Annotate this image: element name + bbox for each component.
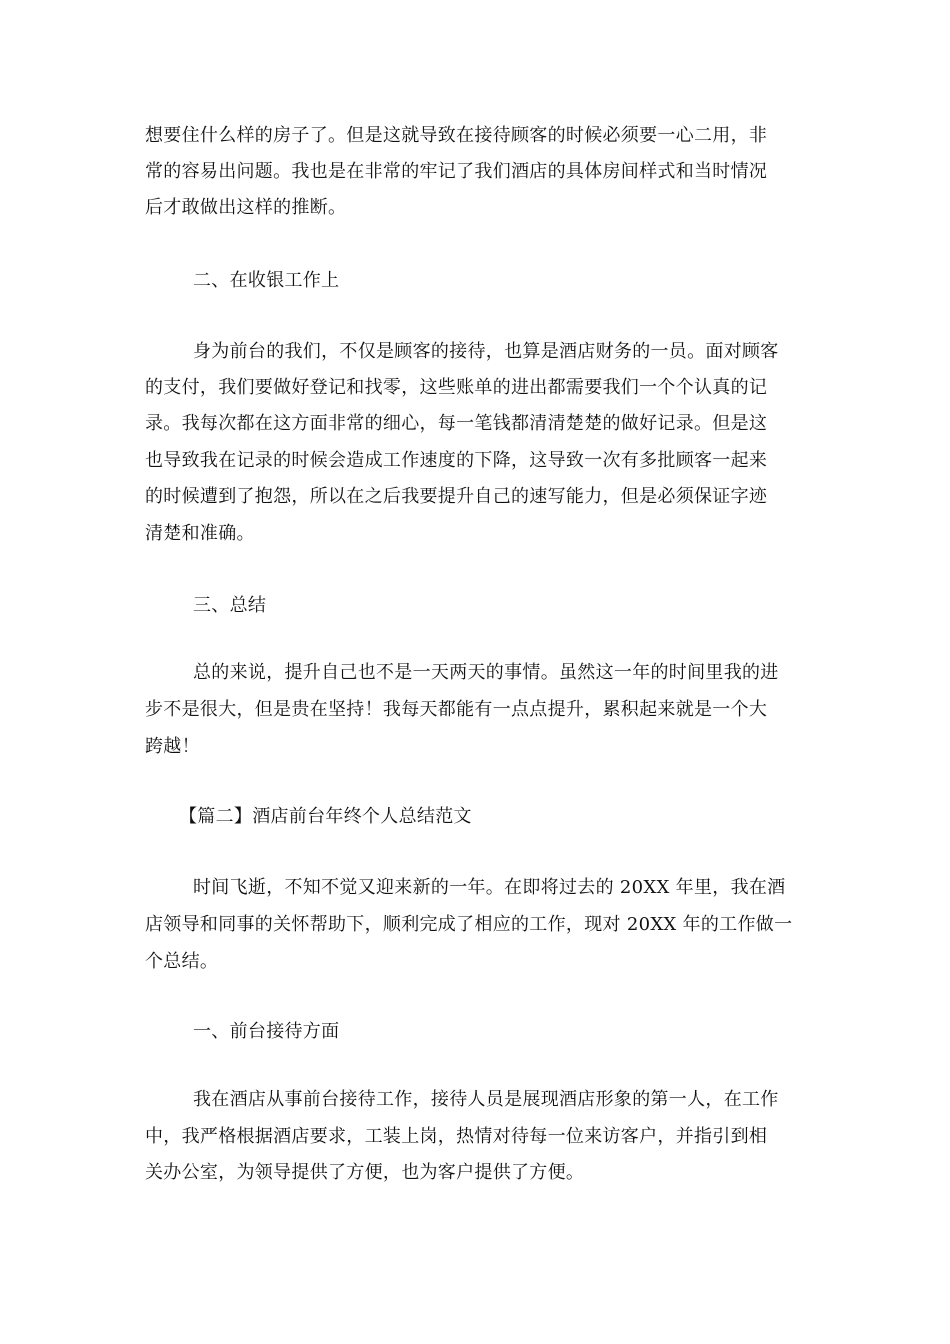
paragraph-line: 清楚和准确。 bbox=[145, 523, 255, 544]
paragraph-line: 常的容易出问题。我也是在非常的牢记了我们酒店的具体房间样式和当时情况 bbox=[145, 161, 768, 182]
paragraph-line: 的时候遭到了抱怨，所以在之后我要提升自己的速写能力，但是必须保证字迹 bbox=[145, 486, 768, 507]
section-heading: 二、在收银工作上 bbox=[193, 270, 340, 291]
paragraph-line: 总的来说，提升自己也不是一天两天的事情。虽然这一年的时间里我的进 bbox=[193, 662, 779, 683]
paragraph-line: 关办公室，为领导提供了方便，也为客户提供了方便。 bbox=[145, 1162, 585, 1183]
section-heading: 一、前台接待方面 bbox=[193, 1021, 340, 1042]
paragraph-line: 的支付，我们要做好登记和找零，这些账单的进出都需要我们一个个认真的记 bbox=[145, 377, 768, 398]
article-title: 【篇二】酒店前台年终个人总结范文 bbox=[179, 806, 472, 827]
paragraph-line: 中，我严格根据酒店要求，工装上岗，热情对待每一位来访客户，并指引到相 bbox=[145, 1126, 768, 1147]
paragraph-line: 我在酒店从事前台接待工作，接待人员是展现酒店形象的第一人，在工作 bbox=[193, 1089, 779, 1110]
paragraph-line: 后才敢做出这样的推断。 bbox=[145, 197, 347, 218]
paragraph-line: 跨越！ bbox=[145, 736, 200, 757]
paragraph-line: 也导致我在记录的时候会造成工作速度的下降，这导致一次有多批顾客一起来 bbox=[145, 450, 768, 471]
paragraph-line: 想要住什么样的房子了。但是这就导致在接待顾客的时候必须要一心二用，非 bbox=[145, 125, 768, 146]
paragraph-line: 录。我每次都在这方面非常的细心，每一笔钱都清清楚楚的做好记录。但是这 bbox=[145, 413, 768, 434]
paragraph-line: 身为前台的我们，不仅是顾客的接待，也算是酒店财务的一员。面对顾客 bbox=[193, 341, 779, 362]
paragraph-line: 店领导和同事的关怀帮助下，顺利完成了相应的工作，现对 20XX 年的工作做一 bbox=[145, 914, 793, 935]
paragraph-line: 个总结。 bbox=[145, 951, 219, 972]
section-heading: 三、总结 bbox=[193, 595, 267, 616]
paragraph-line: 步不是很大，但是贵在坚持！我每天都能有一点点提升，累积起来就是一个大 bbox=[145, 699, 768, 720]
paragraph-line: 时间飞逝，不知不觉又迎来新的一年。在即将过去的 20XX 年里，我在酒 bbox=[193, 877, 786, 898]
